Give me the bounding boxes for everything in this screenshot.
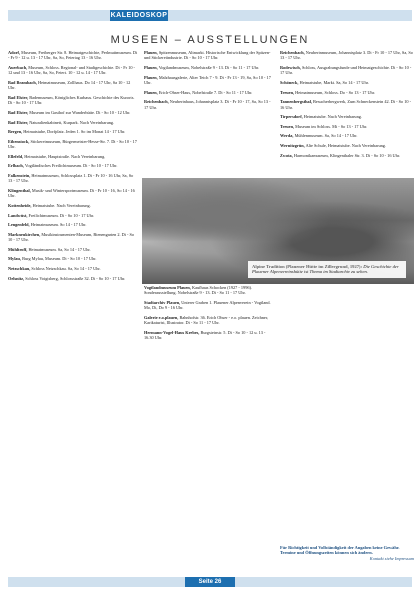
museum-entry-text: Heimatstube. Nach Vereinbarung. <box>303 114 362 120</box>
museum-entry-text: Erich-Ohser-Haus, Nobelstraße 7. Di - So 11 - 17 Uhr. <box>158 89 253 95</box>
museum-entry-name: Plauen, <box>144 74 158 80</box>
museum-entry <box>280 133 414 138</box>
museum-entry-text: Burg Mylau, Museum. Di - So 10 - 17 Uhr. <box>22 256 97 262</box>
museum-entry-name: Galerie e.o.plauen, <box>144 315 179 320</box>
museum-entry-text: Museum, Schloss. Regional- und Stadtgeschichte. Di - Fr 10 - 12 und 13 - 16 Uhr, Sa, So, Feiert. 10 - 12 u. 14 - 17 Uhr. <box>8 65 135 76</box>
page-number: Seite 26 <box>185 577 235 587</box>
museum-entry-name: Stadtarchiv Plauen, <box>144 300 181 305</box>
museum-entry-text: Bademuseum, Königliches Kurhaus. Geschichte des Kurorts. Di - So 10 - 17 Uhr. <box>8 95 135 106</box>
museum-entry-name: Falkenstein, <box>8 172 31 178</box>
museum-entry-name: Bad Elster, <box>8 119 29 125</box>
museum-entry-name: Auerbach, <box>8 65 28 70</box>
museum-entry-text: Museum im Gasthof zur Wanderhütte. Di - So 10 - 12 Uhr. <box>29 110 131 115</box>
museum-entry <box>8 188 138 199</box>
museum-entry <box>8 256 138 261</box>
column-middle-lower <box>144 285 274 565</box>
museum-entry-name: Treuen, <box>280 123 295 129</box>
museum-entry <box>8 266 138 271</box>
museum-entry-text: Heimatstube. Nach Vereinbarung. <box>32 202 91 208</box>
museum-entry <box>280 124 414 129</box>
museum-entry-text: Bahnhofstr. 36. Erich Ohser - e.o. plauen. Zeichner, Karikaturist, Illustrator. Di - So 11 - 17 Uhr. <box>144 315 269 326</box>
museum-entry-name: Netzschkau, <box>8 265 31 271</box>
photo-caption <box>248 261 406 278</box>
museum-entry <box>144 75 274 86</box>
museum-entry <box>8 120 138 125</box>
photo-caption-text: Die Geschichte der Plauener Alpenvereinshütte ist Thema im Stadtarchiv zu sehen. <box>252 263 399 275</box>
museum-entry-name: Tannenbergsthal, <box>280 99 312 105</box>
notice-sign: Kontakt siehe Impressum <box>369 555 414 561</box>
museum-entry-name: Treuen, <box>280 89 295 95</box>
museum-entry <box>144 65 274 70</box>
archive-photo <box>142 178 414 284</box>
museum-entry-name: Bad Elster, <box>8 110 29 115</box>
museum-entry-text: Naturalienkabinett, Kurpark. Nach Vereinbarung. <box>29 119 115 125</box>
museum-entry-name: Ellefeld, <box>8 153 24 159</box>
museum-entry <box>8 65 138 76</box>
museum-entry-text: Heimatmuseum, Schloss. Do - So 13 - 17 Uhr. <box>295 89 375 95</box>
museum-entry <box>8 173 138 184</box>
museum-entry <box>280 153 414 158</box>
photo-caption-title: Alpine Tradition (Plauener Hütte im Zillergrund, 1927): <box>252 263 363 269</box>
museum-entry <box>280 80 414 85</box>
museum-entry <box>144 300 274 311</box>
museum-entry <box>8 276 138 281</box>
section-tag: KALEIDOSKOP <box>110 12 168 19</box>
column-right <box>280 50 414 560</box>
museum-entry-name: Zwota, <box>280 152 293 158</box>
museum-entry-text: Museum im Schloss. Mi - So 13 - 17 Uhr. <box>295 123 368 129</box>
museum-entry <box>8 232 138 243</box>
museum-entry-name: Eibenstock, <box>8 138 30 144</box>
museum-entry-text: Freilichtmuseum. Di - So 10 - 17 Uhr. <box>28 212 95 218</box>
museum-entry-name: Werda, <box>280 133 294 139</box>
museum-entry <box>280 99 414 110</box>
museum-entry <box>8 203 138 208</box>
museum-entry-text: Kaufhaus Schocken (1927 - 1996). Sonderausstellung. Nobelstraße 9 - 13. Di - So 11 - 17 Uhr. <box>144 285 252 296</box>
museum-entry <box>8 95 138 106</box>
museum-entry-text: Musikinstrumenten-Museum, Bienengarten 2. Di - So 10 - 17 Uhr. <box>8 231 135 243</box>
museum-entry <box>144 285 274 296</box>
museum-entry-name: Reichenbach, <box>280 50 305 55</box>
museum-entry <box>280 143 414 148</box>
museum-entry-text: Burgsteinstr. 5. Di - So 10 - 12 u. 13 - 16.30 Uhr. <box>144 330 266 341</box>
museum-entry-name: Rodewisch, <box>280 65 301 70</box>
museum-entry-text: Heimatstube, Markt. Sa, So 14 - 17 Uhr. <box>299 80 369 85</box>
museum-entry-text: Museum, Freiberger Str. 8. Heimatgeschichte, Perlmuttmuseum. Di - Fr 9 - 12 u. 13 - 17 Uhr, Sa, So, Feiertag 13 - 16 Uhr. <box>8 50 138 61</box>
museum-entry-text: Besucherbergwerk, Zum Schneckenstein 42. Di - So 10 - 16 Uhr. <box>280 99 412 110</box>
museum-entry-text: Stickereimuseum, Bürgermeister-Hesse-Str. 7. Di - So 10 - 17 Uhr. <box>8 138 137 150</box>
museum-entry-text: Alte Schule, Heimatstube. Nach Vereinbarung. <box>305 142 387 148</box>
museum-entry-name: Plauen, <box>144 65 158 70</box>
museum-entry <box>144 330 274 341</box>
museum-entry-name: Bad Brambach, <box>8 80 37 85</box>
notice-box <box>280 545 414 561</box>
notice-text: Für Richtigkeit und Vollständigkeit der Angaben keine Gewähr. Termine und Öffnungszeiten können sich ändern. <box>280 545 400 556</box>
museum-entry <box>8 50 138 61</box>
museum-entry-text: Schloss Netzschkau. Sa, So 14 - 17 Uhr. <box>31 265 101 271</box>
museum-entry-text: Musik- und Wintersportmuseum. Di - Fr 10 - 16, So 14 - 16 Uhr. <box>8 187 135 199</box>
museum-entry <box>8 222 138 227</box>
museum-entry-name: Lengenfeld, <box>8 222 30 228</box>
museum-entry <box>144 315 274 326</box>
museum-entry-text: Spitzenmuseum, Altmarkt. Historische Entwicklung der Spitzen- und Stickereiindustrie. Di - So 10 - 17 Uhr. <box>144 50 271 61</box>
museum-entry-text: Neuberinhaus, Johannisplatz 3. Di - Fr 10 - 17, Sa, So 13 - 17 Uhr. <box>144 99 271 110</box>
museum-entry-name: Hermann-Vogel-Haus Krebes, <box>144 330 200 335</box>
museum-entry-name: Oelsnitz, <box>8 275 25 281</box>
museum-entry-text: Vogtlandmuseum, Nobelstraße 9 - 13. Di - So 11 - 17 Uhr. <box>158 65 259 70</box>
museum-entry-name: Landwüst, <box>8 212 28 218</box>
museum-entry-text: Unterer Graben 1. Plauener Alpenverein - Vogtland. Mo, Di, Do 9 - 16 Uhr. <box>144 300 271 311</box>
museum-entry <box>8 80 138 91</box>
museum-entry-name: Markneukirchen, <box>8 231 41 237</box>
museum-entry-name: Klingenthal, <box>8 187 31 193</box>
page-title: MUSEEN – AUSSTELLUNGEN <box>110 34 310 46</box>
museum-entry-text: Heimatmuseum, Schlossplatz 1. Di - Fr 10 - 16 Uhr, Sa, So 13 - 17 Uhr. <box>8 172 134 184</box>
museum-entry-text: Malzhausgalerie, Alter Teich 7 - 9. Di - Fr 13 - 19, Sa, So 10 - 17 Uhr. <box>144 74 271 85</box>
column-left <box>8 50 138 560</box>
museum-entry <box>280 114 414 119</box>
museum-entry-name: Wernitzgrün, <box>280 142 305 148</box>
museum-entry <box>144 90 274 95</box>
museum-entry <box>144 99 274 110</box>
museum-entry <box>280 65 414 76</box>
museum-entry-text: Mühlenmuseum. Sa, So 14 - 17 Uhr. <box>294 133 358 139</box>
museum-entry-name: Plauen, <box>144 89 158 95</box>
museum-entry <box>8 154 138 159</box>
museum-entry-name: Tirpersdorf, <box>280 114 303 120</box>
museum-entry-name: Adorf, <box>8 50 21 55</box>
museum-entry <box>8 110 138 115</box>
museum-entry-text: Heimatmuseum. So 14 - 17 Uhr. <box>30 222 87 228</box>
museum-entry-text: Heimatstube, Hauptstraße. Nach Vereinbarung. <box>24 153 106 159</box>
museum-entry-name: Schöneck, <box>280 80 299 85</box>
museum-entry <box>8 247 138 252</box>
museum-entry-name: Kottenheide, <box>8 202 32 208</box>
museum-entry-text: Harmonikamuseum, Klingenthaler Str. 3. Di - So 10 - 16 Uhr. <box>293 152 401 158</box>
museum-entry <box>280 50 414 61</box>
museum-entry-name: Mühltroff, <box>8 246 28 252</box>
museum-entry-text: Heimatmuseum. Sa, So 14 - 17 Uhr. <box>28 246 91 252</box>
museum-entry-text: Schloss, Ausgrabungsfunde und Heimatgeschichte. Di - So 10 - 17 Uhr. <box>280 65 412 76</box>
museum-entry <box>8 129 138 134</box>
museum-entry-name: Bergen, <box>8 129 23 135</box>
header-band <box>8 10 412 21</box>
museum-entry <box>280 90 414 95</box>
museum-entry-text: Schloss Voigtsberg, Schlossstraße 32. Di - So 10 - 17 Uhr. <box>25 275 126 281</box>
museum-entry <box>144 50 274 61</box>
museum-entry-text: Neuberinmuseum, Johannisplatz 3. Di - Fr 10 - 17 Uhr, Sa, So 13 - 17 Uhr. <box>280 50 413 61</box>
museum-entry <box>8 213 138 218</box>
museum-entry <box>8 163 138 168</box>
museum-entry-name: Plauen, <box>144 50 158 55</box>
museum-entry-name: Erlbach, <box>8 163 24 169</box>
museum-entry <box>8 139 138 150</box>
museum-entry-name: Vogtlandmuseum Plauen, <box>144 285 191 290</box>
museum-entry-name: Mylau, <box>8 256 22 262</box>
museum-entry-text: Heimatstube, Dorfplatz. Jeden 1. So im Monat 14 - 17 Uhr. <box>23 129 126 135</box>
museum-entry-text: Heimatmuseum, Zollhaus. Do 14 - 17 Uhr, Sa 10 - 12 Uhr. <box>8 80 131 91</box>
museum-entry-text: Vogtländisches Freilichtmuseum. Di - So 10 - 17 Uhr. <box>24 163 118 169</box>
museum-entry-name: Reichenbach, <box>144 99 169 105</box>
museum-entry-name: Bad Elster, <box>8 95 29 100</box>
